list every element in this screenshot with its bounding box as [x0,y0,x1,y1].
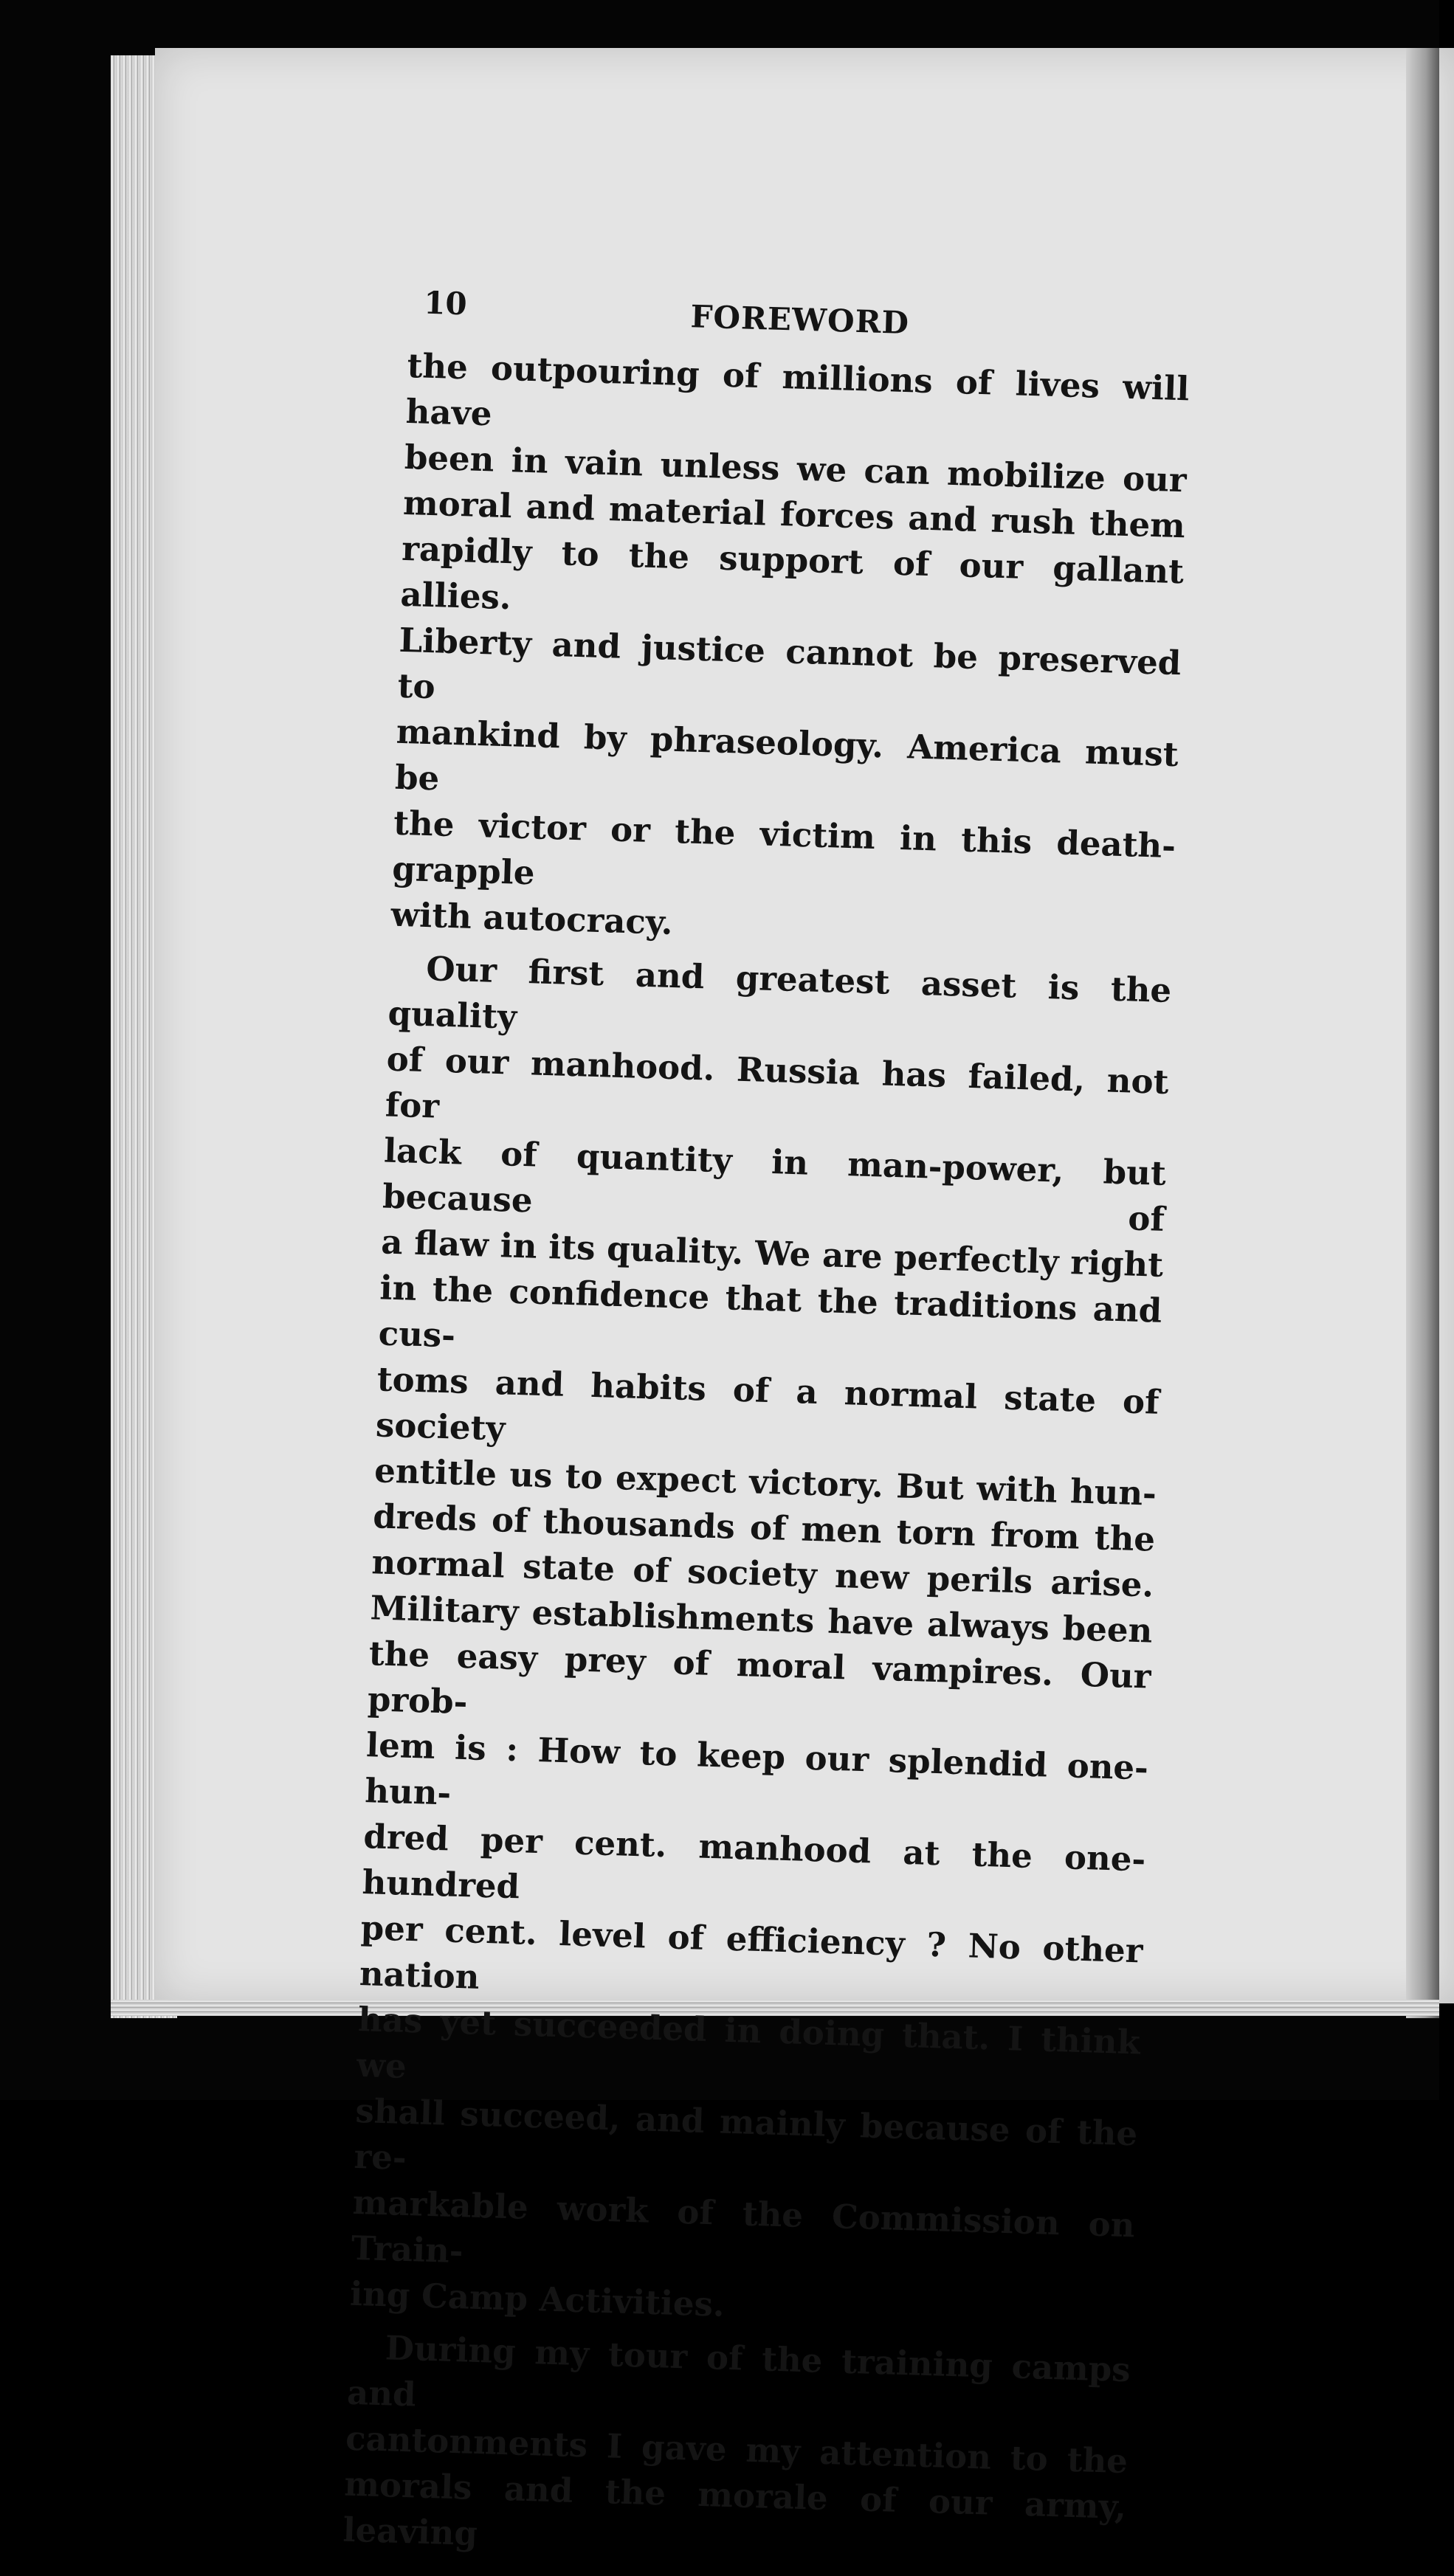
text-line: the victor or the victim in this death-grapple [391,803,1176,893]
text-line: entitle us to expect victory. But with hun- [373,1451,1157,1513]
text-line: a flaw in its quality. We are perfectly right [380,1222,1164,1285]
paragraph-2 [349,945,1172,2341]
text-line: been in vain unless we can mobilize our [404,437,1188,500]
text-line: in the confidence that the traditions and cus- [378,1268,1162,1356]
text-line: normal state of society new perils arise. [371,1542,1154,1605]
text-line: morals and the morale of our army, leaving [342,2464,1127,2554]
text-line: the outpouring of millions of lives will have [405,345,1191,434]
text-line: dred per cent. manhood at the one-hundred [361,1817,1146,1907]
page-content [342,284,1192,2576]
text-line: cantonments I gave my attention to the [345,2418,1129,2482]
text-line: rapidly to the support of our gallant allies. [399,528,1185,618]
text-line: the easy prey of moral vampires. Our prob- [367,1634,1152,1722]
running-title: FOREWORD [689,298,910,342]
paragraph-1 [390,343,1190,961]
page-right-edge [1406,48,1439,2018]
text-line: of our manhood. Russia has failed, not for [385,1039,1170,1126]
page-number: 10 [423,284,468,322]
text-line: shall succeed, and mainly because of the re- [353,2090,1138,2178]
text-line: toms and habits of a normal state of society [375,1359,1160,1448]
text-line: with autocracy. [390,894,674,942]
text-line: lem is : How to keep our splendid one-hun- [364,1725,1149,1813]
text-line: Liberty and justice cannot be preserved to [397,620,1182,707]
text-line: has yet succeeded in doing that. I think we [356,1999,1141,2086]
text-line: mankind by phraseology. America must be [394,711,1179,798]
text-line: markable work of the Commission on Train- [351,2182,1136,2271]
text-line: moral and material forces and rush them [402,483,1186,546]
text-line: Our first and greatest asset is the quality [387,949,1172,1037]
paragraph-3 [342,2324,1131,2576]
body-text [342,343,1190,2576]
text-line: During my tour of the training camps and [346,2328,1131,2414]
text-line: lack of quantity in man-power, but because of [382,1130,1167,1239]
text-line: per cent. level of efficiency ? No other nation [359,1908,1144,1997]
text-line: dreds of thousands of men torn from the [372,1496,1156,1559]
text-line: Military establishments have always been [369,1588,1154,1651]
text-line: ing Camp Activities. [349,2273,726,2324]
